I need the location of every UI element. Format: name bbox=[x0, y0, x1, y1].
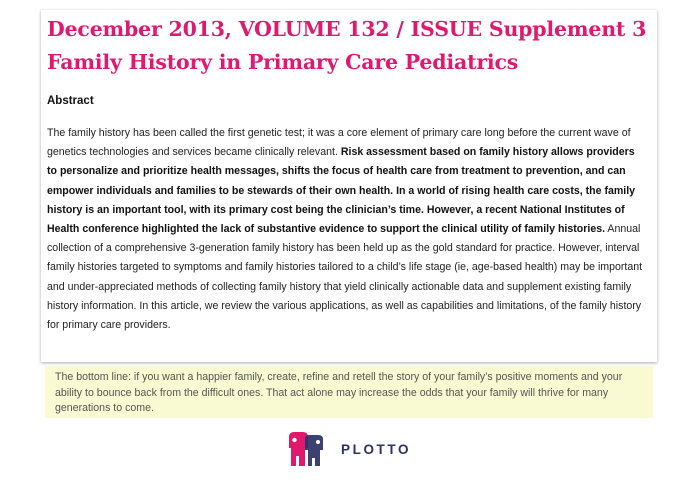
issue-line: December 2013, VOLUME 132 / ISSUE Supplement 3 bbox=[47, 17, 647, 41]
abstract-heading: Abstract bbox=[47, 95, 94, 107]
bottom-line-callout: The bottom line: if you want a happier family, create, refine and retell the story of your family’s positive moments and your ability to bounce back from the difficult ones. That act alone may increase the odds that your family will thrive for many generations to come. bbox=[45, 366, 653, 418]
abstract-text-highlight: Risk assessment based on family history allows providers to personalize and prioritize health messages, shifts the focus of health care from treatment to prevention, and can empower individuals and families to be stewards of their own health. In a world of rising health care costs, the family history is an important tool, with its primary cost being the clinician’s time. However, a recent National Institutes of Health conference highlighted the lack of substantive evidence to support the clinical utility of family histories. bbox=[47, 146, 636, 236]
abstract-text-intro: The family history has been called the first genetic test; it was a core element of primary care long before the current wave of genetics technologies and services became clinically relevant. bbox=[47, 127, 631, 159]
brand-name: PLOTTO bbox=[341, 441, 412, 457]
brand-footer bbox=[285, 431, 411, 467]
abstract-text bbox=[47, 124, 643, 335]
article-title: Family History in Primary Care Pediatrics bbox=[47, 50, 519, 74]
abstract-text-rest: Annual collection of a comprehensive 3-generation family history has been held up as the gold standard for practice. However, interval family histories targeted to symptoms and family histories tailored to a child’s life stage (ie, age-based health) may be important and under-appreciated methods of collecting family history that yield clinically actionable data and supplement existing family history information. In this article, we review the various applications, as well as capabilities and limitations, of the family history for primary care providers. bbox=[47, 223, 643, 332]
plotto-logo-icon bbox=[285, 431, 329, 467]
